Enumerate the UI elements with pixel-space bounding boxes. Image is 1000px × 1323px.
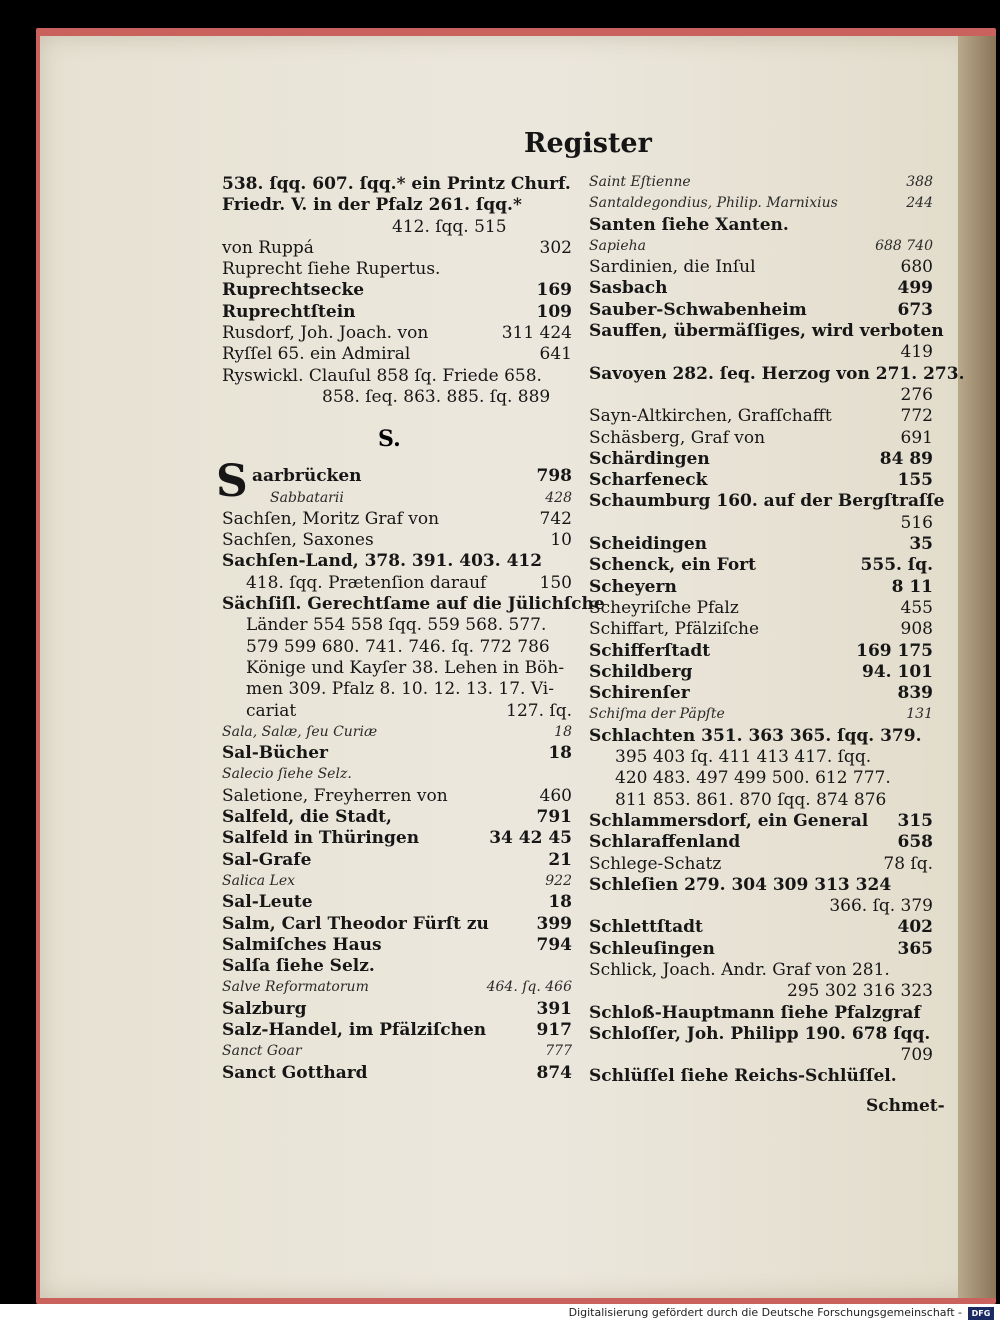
page-reference: 10 <box>550 530 572 551</box>
page-reference: 516 <box>900 512 933 533</box>
entry-text: Sächſiſl. Gerechtſame auf die Jülichſche <box>222 594 605 615</box>
entry-line <box>222 530 572 551</box>
index-entry <box>589 236 933 257</box>
page-reference: 499 <box>897 278 933 299</box>
entry-text: Santen ſiehe Xanten. <box>589 214 789 235</box>
entry-line <box>222 1041 572 1062</box>
index-entry <box>222 302 572 323</box>
entry-line <box>589 513 933 534</box>
index-entry <box>589 832 933 853</box>
index-entry <box>222 1041 572 1062</box>
entry-text: Könige und Kayſer 38. Lehen in Böh- <box>246 657 565 678</box>
entry-text: Sachſen-Land, 378. 391. 403. 412 <box>222 551 543 572</box>
catchword: Schmet- <box>866 1096 945 1116</box>
page-reference: 169 175 <box>856 640 933 661</box>
entry-line <box>589 726 933 747</box>
index-entry <box>222 174 572 238</box>
entry-text: Schifferſtadt <box>589 640 711 661</box>
index-entry <box>222 323 572 344</box>
entry-text: Schiffart, Pfälziſche <box>589 619 760 640</box>
entry-line <box>589 321 944 342</box>
entry-line <box>589 662 933 683</box>
entry-line <box>589 939 933 960</box>
page-reference: 874 <box>536 1062 572 1083</box>
index-entry <box>589 726 933 811</box>
page-reference: 388 <box>906 174 933 190</box>
page-reference: 399 <box>536 913 572 934</box>
index-entry <box>589 555 933 576</box>
entry-text: Friedr. V. in der Pfalz 261. ſqq.* <box>222 195 522 216</box>
footer-bar <box>0 1304 1000 1323</box>
page-reference: 109 <box>536 301 572 322</box>
entry-line <box>589 193 933 214</box>
page-reference: 464. ſq. 466 <box>486 979 572 996</box>
entry-text: Schlachten 351. 363 365. ſqq. 379. <box>589 725 922 746</box>
entry-line <box>222 956 572 977</box>
entry-line <box>589 257 933 278</box>
page-reference: 155 <box>897 470 933 491</box>
index-entry <box>589 406 933 427</box>
page-reference: 691 <box>900 427 933 448</box>
entry-line <box>589 768 933 789</box>
entry-text: Ruprechtsecke <box>222 280 365 301</box>
page-reference: 366. ſq. 379 <box>829 896 933 917</box>
dfg-logo: DFG <box>968 1307 994 1320</box>
page-reference: 791 <box>536 807 572 828</box>
entry-line <box>222 551 572 572</box>
index-entry <box>222 850 572 871</box>
index-entry <box>589 321 944 364</box>
entry-line <box>222 871 572 892</box>
entry-line <box>589 342 933 363</box>
entry-line <box>222 488 572 509</box>
entry-line <box>222 594 605 615</box>
funding-notice: Digitalisierung gefördert durch die Deutsche Forschungsgemeinschaft - <box>568 1306 962 1319</box>
entry-text: 418. ſqq. Prætenſion darauf <box>246 572 487 593</box>
entry-text: Schloß-Hauptmann ſiehe Pfalzgraf <box>589 1002 921 1023</box>
entry-text: 395 403 ſq. 411 413 417. ſqq. <box>615 747 872 768</box>
page-reference: 641 <box>539 344 572 365</box>
entry-text: Saletione, Freyherren von <box>222 785 448 806</box>
entry-line <box>589 1024 933 1045</box>
page-reference: 455 <box>900 597 933 618</box>
page-reference: 315 <box>897 810 933 831</box>
page-heading: Register <box>524 128 652 159</box>
entry-text: Schleuſingen <box>589 938 715 959</box>
entry-text: Schlettſtadt <box>589 917 703 938</box>
entry-text: 420 483. 497 499 500. 612 777. <box>615 768 891 789</box>
entry-text: Scheyriſche Pfalz <box>589 597 739 618</box>
page-reference: 302 <box>539 237 572 258</box>
entry-line <box>589 641 933 662</box>
entry-text: Ruprechtſtein <box>222 301 356 322</box>
entry-text: 811 853. 861. 870 ſqq. 874 876 <box>615 789 887 810</box>
page-reference: 84 89 <box>879 448 933 469</box>
page-reference: 922 <box>545 872 572 889</box>
index-entry <box>589 917 933 938</box>
entry-text: Rusdorf, Joh. Joach. von <box>222 323 429 344</box>
index-entry <box>222 807 572 828</box>
entry-text: Schirenſer <box>589 683 690 704</box>
page-gutter-shade <box>958 36 996 1298</box>
entry-text: Salzburg <box>222 998 307 1019</box>
page-reference: 419 <box>900 342 933 363</box>
entry-text: Ryſſel 65. ein Admiral <box>222 344 411 365</box>
entry-text: Schlick, Joach. Andr. Graf von 281. <box>589 959 890 980</box>
entry-line <box>589 683 933 704</box>
entry-text: Schlege-Schatz <box>589 853 722 874</box>
index-entry <box>222 530 572 551</box>
entry-line <box>222 637 572 658</box>
page-reference: 21 <box>548 849 572 870</box>
entry-text: Sauber-Schwabenheim <box>589 299 807 320</box>
entry-text: Schlüſſel ſiehe Reichs-Schlüſſel. <box>589 1066 897 1087</box>
entry-text: aarbrücken <box>252 466 362 487</box>
index-entry <box>589 704 933 725</box>
entry-line <box>589 790 933 811</box>
entry-text: Sasbach <box>589 278 668 299</box>
entry-line <box>589 1003 933 1024</box>
page-reference: 772 <box>900 406 933 427</box>
index-entry <box>222 935 572 956</box>
entry-line <box>222 615 572 636</box>
page-reference: 131 <box>906 706 933 723</box>
entry-text: Saint Eſtienne <box>589 174 691 190</box>
entry-line <box>222 828 572 849</box>
entry-text: Salica Lex <box>222 872 296 889</box>
index-entry <box>222 259 572 280</box>
entry-text: Santaldegondius, Philip. Marnixius <box>589 195 838 212</box>
entry-text: 858. ſeq. 863. 885. ſq. 889 <box>322 386 551 407</box>
entry-line <box>222 259 572 280</box>
entry-text: Ruprecht ſiehe Rupertus. <box>222 259 441 280</box>
page-reference: 18 <box>554 723 572 740</box>
page-reference: 365 <box>897 938 933 959</box>
index-entry <box>589 1024 933 1067</box>
entry-line <box>589 215 933 236</box>
index-entry <box>589 683 933 704</box>
page-reference: 555. ſq. <box>860 555 933 576</box>
entry-line <box>589 598 933 619</box>
page-reference: 908 <box>900 619 933 640</box>
section-heading <box>222 408 572 466</box>
entry-text: men 309. Pfalz 8. 10. 12. 13. 17. Vi- <box>246 679 554 700</box>
entry-line <box>589 854 933 875</box>
entry-text: Schaumburg 160. auf der Bergſtraſſe <box>589 491 945 512</box>
index-entry <box>589 577 933 598</box>
entry-text: Sachſen, Moritz Graf von <box>222 508 440 529</box>
entry-line <box>589 278 933 299</box>
page-reference: 276 <box>900 384 933 405</box>
page-reference: 709 <box>900 1045 933 1066</box>
entry-text: von Ruppá <box>222 237 314 258</box>
entry-text: Sal-Bücher <box>222 743 329 764</box>
index-entry <box>222 238 572 259</box>
entry-line <box>222 1020 572 1041</box>
entry-line <box>589 406 933 427</box>
index-entry <box>222 551 572 594</box>
index-entry <box>589 1066 933 1087</box>
entry-line <box>222 977 572 998</box>
entry-line <box>222 195 572 216</box>
index-entry <box>589 1003 933 1024</box>
index-entry <box>589 172 933 193</box>
page-reference: 295 302 316 323 <box>786 981 933 1002</box>
entry-text: Schiſma der Päpſte <box>589 706 725 723</box>
index-entry <box>222 764 572 785</box>
index-entry <box>589 215 933 236</box>
entry-line <box>589 1066 933 1087</box>
index-entry <box>222 509 572 530</box>
page-reference: 688 740 <box>875 237 933 254</box>
entry-text: Schleſien 279. 304 309 313 324 <box>589 874 892 895</box>
page-reference: 18 <box>548 743 572 764</box>
entry-text: Salve Reformatorum <box>222 979 369 996</box>
page-reference: 460 <box>539 785 572 806</box>
entry-text: Scheidingen <box>589 534 708 555</box>
page-reference: 127. ſq. <box>506 700 572 721</box>
page-reference: 78 ſq. <box>883 853 933 874</box>
entry-text: Sal-Grafe <box>222 849 312 870</box>
entry-line <box>222 238 572 259</box>
index-entry <box>589 300 933 321</box>
page-reference: 428 <box>545 489 572 506</box>
entry-line <box>222 914 572 935</box>
entry-text: Sauffen, übermäſſiges, wird verboten <box>589 321 944 342</box>
index-entry <box>222 892 572 913</box>
index-entry <box>222 743 572 764</box>
index-entry <box>589 939 933 960</box>
index-entry <box>222 344 572 365</box>
page-reference: 244 <box>906 195 933 212</box>
index-entry <box>589 470 933 491</box>
index-entry <box>589 598 933 619</box>
entry-text: cariat <box>246 700 297 721</box>
index-entry <box>589 257 933 278</box>
page-reference: 839 <box>897 683 933 704</box>
entry-text: Sal-Leute <box>222 892 313 913</box>
index-entry <box>222 956 572 977</box>
entry-line <box>589 449 933 470</box>
entry-text: Salz-Handel, im Pfälziſchen <box>222 1019 487 1040</box>
entry-text: 412. ſqq. 515 <box>392 216 507 237</box>
page-reference: 673 <box>897 299 933 320</box>
entry-line <box>222 701 572 722</box>
page-reference: 34 42 45 <box>489 828 572 849</box>
index-entry <box>589 193 933 214</box>
entry-line <box>589 555 933 576</box>
entry-text: Scharfeneck <box>589 470 708 491</box>
entry-line <box>222 387 572 408</box>
entry-line <box>589 363 965 385</box>
page-reference: 391 <box>536 998 572 1019</box>
entry-text: 579 599 680. 741. 746. ſq. 772 786 <box>246 636 550 657</box>
entry-text: Länder 554 558 ſqq. 559 568. 577. <box>246 615 547 636</box>
entry-line <box>589 385 933 406</box>
index-entry <box>589 363 965 407</box>
page-reference: 777 <box>545 1043 572 1060</box>
entry-text: Savoyen 282. ſeq. Herzog von 271. 273. <box>589 363 965 384</box>
entry-text: Schenck, ein Fort <box>589 555 756 576</box>
entry-text: Scheyern <box>589 576 677 597</box>
entry-line <box>222 999 572 1020</box>
index-entry <box>222 1020 572 1041</box>
entry-line <box>222 344 572 365</box>
index-entry <box>222 828 572 849</box>
index-entry <box>589 960 933 1003</box>
right-column <box>589 172 965 1088</box>
index-entry <box>222 366 572 409</box>
entry-line <box>222 850 572 871</box>
entry-text: Schärdingen <box>589 448 710 469</box>
entry-line <box>222 807 572 828</box>
entry-line <box>589 619 933 640</box>
page-reference: 8 11 <box>891 576 933 597</box>
index-entry <box>222 594 605 722</box>
entry-line <box>222 786 572 807</box>
entry-line <box>222 217 572 238</box>
entry-line <box>589 960 933 981</box>
entry-line <box>222 679 572 700</box>
entry-line <box>589 577 933 598</box>
entry-text: 538. ſqq. 607. ſqq.* ein Printz Churf. <box>222 174 571 194</box>
index-entry <box>222 280 572 301</box>
entry-text: Sanct Gotthard <box>222 1062 368 1083</box>
entry-line <box>222 764 572 785</box>
page-reference: 794 <box>536 934 572 955</box>
index-entry <box>589 534 933 555</box>
entry-text: Sayn-Altkirchen, Grafſchafft <box>589 406 832 427</box>
entry-line <box>222 658 572 679</box>
entry-line <box>589 428 933 449</box>
entry-text: Sanct Goar <box>222 1043 302 1060</box>
entry-line <box>589 917 933 938</box>
entry-line <box>222 174 572 195</box>
entry-line <box>589 704 933 725</box>
index-entry <box>222 1063 572 1084</box>
index-entry <box>216 456 572 509</box>
index-entry <box>589 428 933 449</box>
entry-text: Ryswickl. Clauſul 858 ſq. Friede 658. <box>222 365 542 386</box>
entry-text: Schloſſer, Joh. Philipp 190. 678 ſqq. <box>589 1023 931 1044</box>
page-reference: 169 <box>536 280 572 301</box>
entry-line <box>589 491 945 512</box>
entry-text: Salmiſches Haus <box>222 934 382 955</box>
page-reference: 18 <box>548 892 572 913</box>
entry-text: Salecio ſiehe Selz. <box>222 766 352 783</box>
entry-line <box>589 236 933 257</box>
page-reference: 680 <box>900 257 933 278</box>
page-reference: 94. 101 <box>862 661 933 682</box>
entry-text: Salm, Carl Theodor Fürſt zu <box>222 913 489 934</box>
entry-line <box>589 1045 933 1066</box>
entry-text: Sabbatarii <box>270 489 344 506</box>
entry-line <box>222 935 572 956</box>
index-entry <box>589 619 933 640</box>
entry-line <box>589 172 933 193</box>
left-column <box>216 174 605 1084</box>
drop-cap: S <box>216 456 248 508</box>
entry-line <box>589 875 933 896</box>
entry-line <box>222 573 572 594</box>
entry-line <box>222 323 572 344</box>
page-reference: 150 <box>539 572 572 593</box>
entry-line <box>589 300 933 321</box>
page-reference: 658 <box>897 832 933 853</box>
index-entry <box>589 449 933 470</box>
entry-text: Schäsberg, Graf von <box>589 427 766 448</box>
page-reference: 311 424 <box>501 323 572 344</box>
index-entry <box>222 871 572 892</box>
entry-line <box>589 832 933 853</box>
index-entry <box>222 914 572 935</box>
entry-line <box>589 896 933 917</box>
entry-text: Sardinien, die Inſul <box>589 257 756 278</box>
entry-line <box>222 366 572 387</box>
index-entry <box>589 641 933 662</box>
page-reference: 917 <box>536 1019 572 1040</box>
index-entry <box>222 999 572 1020</box>
entry-text: Sala, Salæ, ſeu Curiæ <box>222 723 378 740</box>
entry-text: Salfeld, die Stadt, <box>222 807 392 828</box>
entry-text: Schildberg <box>589 661 693 682</box>
index-entry <box>589 662 933 683</box>
entry-line <box>222 1063 572 1084</box>
page-reference: 35 <box>909 534 933 555</box>
entry-line <box>222 722 572 743</box>
page-reference: 742 <box>539 508 572 529</box>
entry-line <box>222 743 572 764</box>
entry-line <box>222 509 572 530</box>
entry-line <box>222 302 572 323</box>
entry-text: Salſa ſiehe Selz. <box>222 956 375 977</box>
index-entry <box>589 491 945 534</box>
entry-line <box>589 981 933 1002</box>
index-entry <box>222 786 572 807</box>
page-reference: 798 <box>536 466 572 487</box>
page-reference: 402 <box>897 917 933 938</box>
index-entry <box>222 722 572 743</box>
entry-line <box>589 747 933 768</box>
index-entry <box>222 977 572 998</box>
entry-line <box>589 534 933 555</box>
entry-line <box>222 892 572 913</box>
entry-text: Sachſen, Saxones <box>222 530 374 551</box>
entry-text: Schlammersdorf, ein General <box>589 810 869 831</box>
index-entry <box>589 854 933 875</box>
entry-line <box>589 811 933 832</box>
section-letter: S. <box>378 426 401 453</box>
entry-text: Sapieha <box>589 237 647 254</box>
entry-line <box>222 280 572 301</box>
entry-text: Salfeld in Thüringen <box>222 828 420 849</box>
index-entry <box>589 875 933 918</box>
index-entry <box>589 278 933 299</box>
entry-text: Schlaraffenland <box>589 832 741 853</box>
entry-line <box>589 470 933 491</box>
index-entry <box>589 811 933 832</box>
